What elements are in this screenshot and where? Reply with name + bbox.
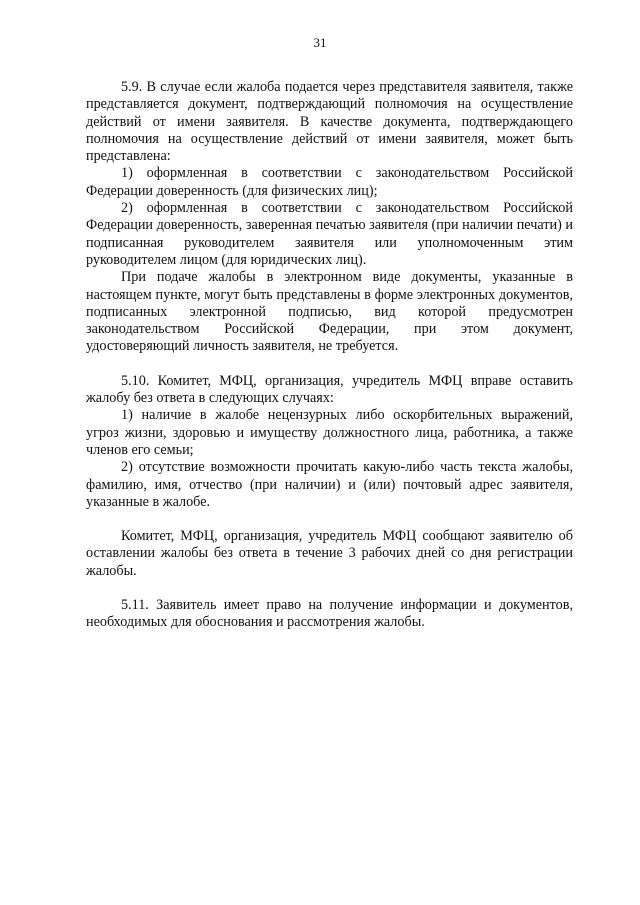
paragraph-gap	[86, 356, 573, 373]
document-body	[86, 79, 573, 632]
paragraph-5-10-item-1: 1) наличие в жалобе нецензурных либо оскорбительных выражений, угроз жизни, здоровью и имуществу должностного лица, работника, а также членов его семьи;	[86, 407, 573, 458]
paragraph-5-10-notice: Комитет, МФЦ, организация, учредитель МФЦ сообщают заявителю об оставлении жалобы без ответа в течение 3 рабочих дней со дня регистрации жалобы.	[86, 528, 573, 579]
paragraph-5-10-item-2: 2) отсутствие возможности прочитать какую-либо часть текста жалобы, фамилию, имя, отчество (при наличии) и (или) почтовый адрес заявителя, указанные в жалобе.	[86, 459, 573, 510]
paragraph-gap	[86, 511, 573, 528]
paragraph-5-11: 5.11. Заявитель имеет право на получение информации и документов, необходимых для обоснования и рассмотрения жалобы.	[86, 597, 573, 631]
paragraph-5-9-electronic: При подаче жалобы в электронном виде документы, указанные в настоящем пункте, могут быть представлены в форме электронных документов, подписанных электронной подписью, вид которой предусмотрен законодательством Российской Федерации, при этом документ, удостоверяющий личность заявителя, не требуется.	[86, 269, 573, 355]
page-number: 31	[313, 35, 327, 50]
paragraph-5-10: 5.10. Комитет, МФЦ, организация, учредитель МФЦ вправе оставить жалобу без ответа в следующих случаях:	[86, 372, 573, 407]
paragraph-5-9: 5.9. В случае если жалоба подается через представителя заявителя, также представляется документ, подтверждающий полномочия на осуществление действий от имени заявителя. В качестве документа, подтверждающего полномочия на осуществление действий от имени заявителя, может быть представлена:	[86, 79, 573, 165]
paragraph-5-9-item-2: 2) оформленная в соответствии с законодательством Российской Федерации доверенность, заверенная печатью заявителя (при наличии печати) и подписанная руководителем заявителя или уполномоченным этим руководителем лицом (для юридических лиц).	[86, 200, 573, 268]
paragraph-5-9-item-1: 1) оформленная в соответствии с законодательством Российской Федерации доверенность (для физических лиц);	[86, 165, 573, 199]
paragraph-gap	[86, 580, 573, 597]
